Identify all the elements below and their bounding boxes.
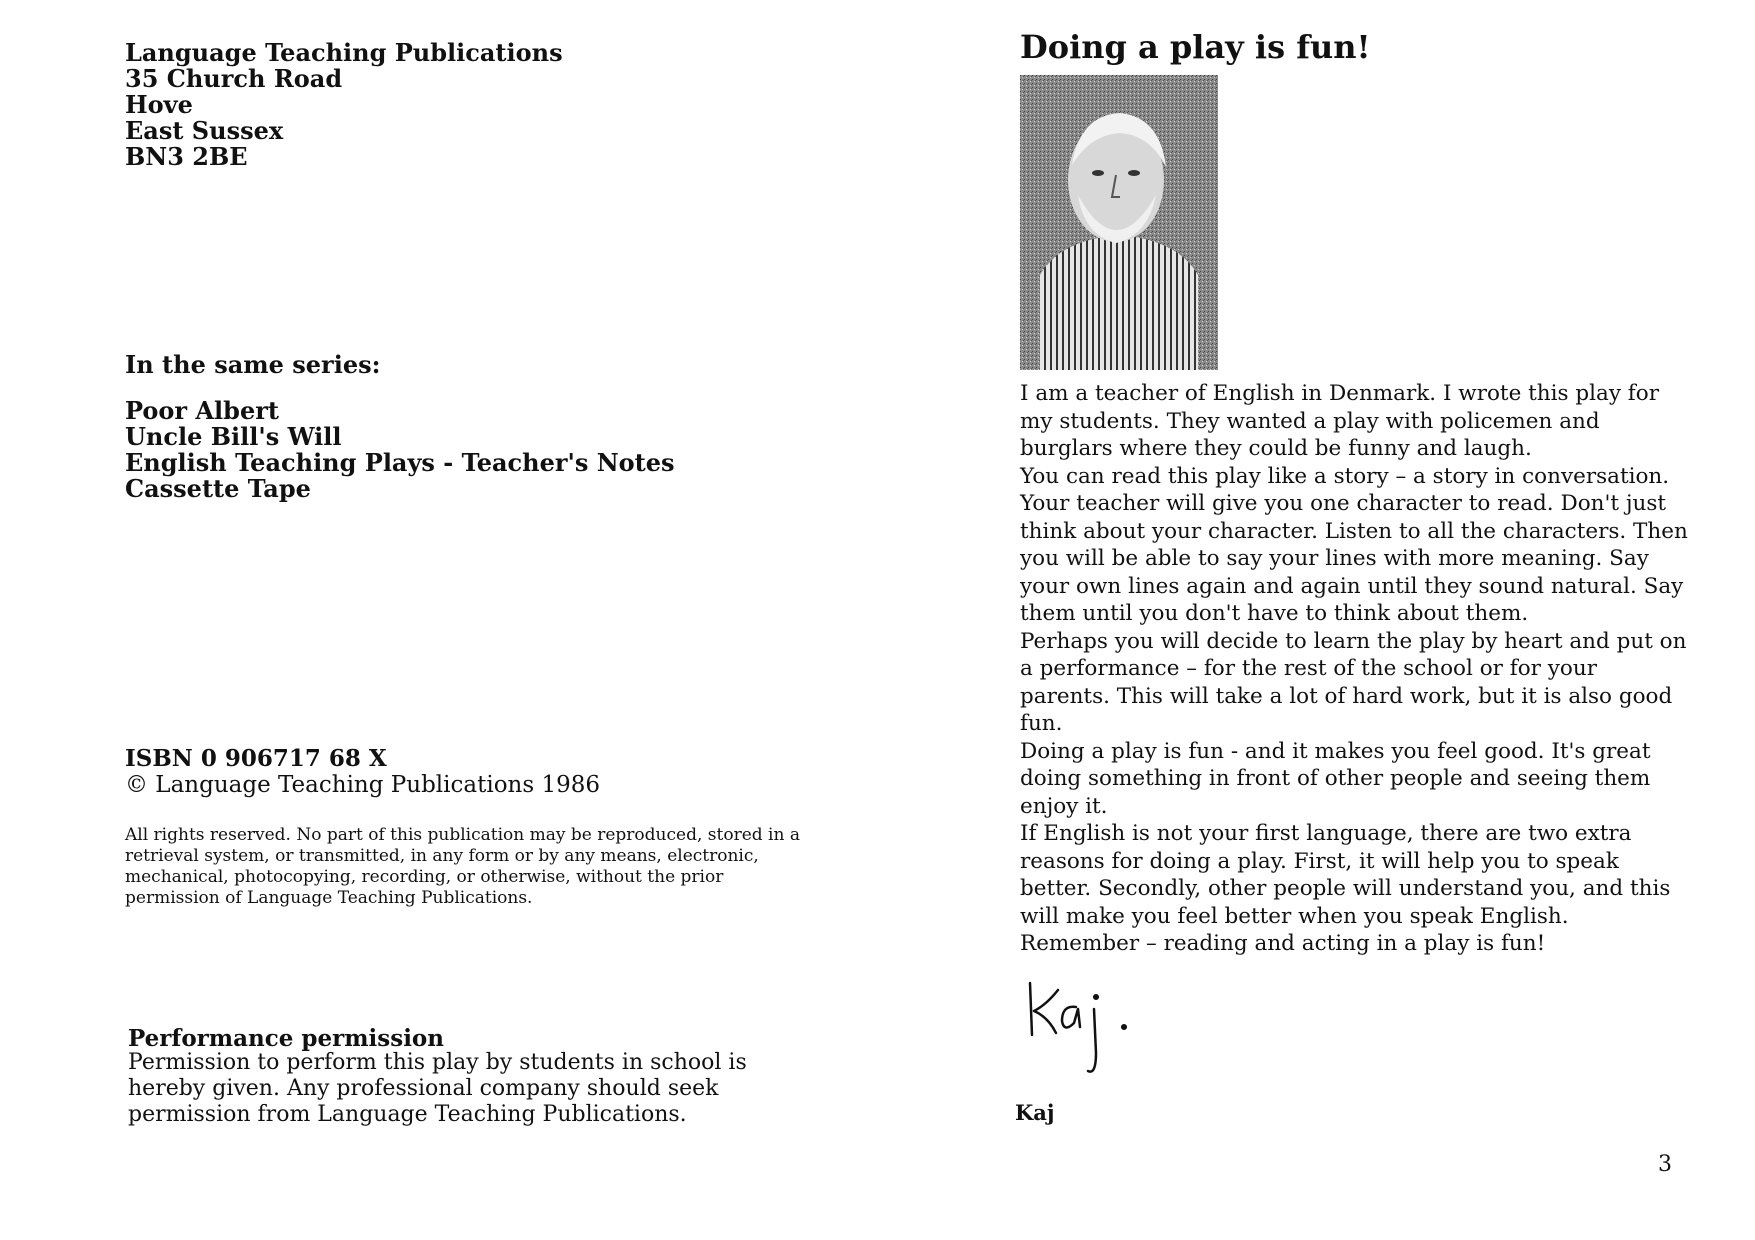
intro-paragraph: Remember – reading and acting in a play is fun! bbox=[1020, 931, 1546, 956]
intro-text bbox=[1020, 380, 1690, 958]
address-line: 35 Church Road bbox=[125, 64, 343, 93]
right-page bbox=[870, 0, 1755, 1240]
page-number: 3 bbox=[1658, 1152, 1672, 1177]
performance-text: Permission to perform this play by students in school is hereby given. Any professional company should seek permission from Language Teaching Publications. bbox=[128, 1050, 747, 1127]
intro-paragraph: You can read this play like a story – a story in conversation. Your teacher will give you one character to read. Don't just think about your character. Listen to all the characters. Then you will be able to say your lines with more meaning. Say your own lines again and again until they sound natural. Say them until you don't have to think about them. bbox=[1020, 463, 1688, 626]
address-line: Language Teaching Publications bbox=[125, 38, 563, 67]
performance-heading: Performance permission bbox=[128, 1025, 444, 1052]
address-line: Hove bbox=[125, 90, 193, 119]
isbn: ISBN 0 906717 68 X bbox=[125, 745, 387, 772]
intro-paragraph: If English is not your first language, there are two extra reasons for doing a play. First, it will help you to speak better. Secondly, other people will understand you, and this will make you feel better when you speak English. bbox=[1020, 821, 1671, 929]
author-photo bbox=[1020, 75, 1218, 370]
series-title: Poor Albert bbox=[125, 396, 279, 425]
series-title: Uncle Bill's Will bbox=[125, 422, 342, 451]
series-heading: In the same series: bbox=[125, 350, 381, 379]
intro-paragraph: I am a teacher of English in Denmark. I wrote this play for my students. They wanted a play with policemen and burglars where they could be funny and laugh. bbox=[1020, 381, 1659, 461]
publisher-address bbox=[125, 40, 563, 170]
series-title: English Teaching Plays - Teacher's Notes bbox=[125, 448, 675, 477]
address-line: East Sussex bbox=[125, 116, 284, 145]
copyright-line: © Language Teaching Publications 1986 bbox=[125, 772, 601, 798]
intro-paragraph: Perhaps you will decide to learn the play by heart and put on a performance – for the rest of the school or for your parents. This will take a lot of hard work, but it is also good fun. bbox=[1020, 628, 1687, 736]
rights-notice: All rights reserved. No part of this publication may be reproduced, stored in a retrieval system, or transmitted, in any form or by any means, electronic, mechanical, photocopying, recording, or otherwise, without the prior permission of Language Teaching Publications. bbox=[125, 825, 800, 908]
address-line: BN3 2BE bbox=[125, 142, 248, 171]
series-list bbox=[125, 398, 675, 502]
left-page bbox=[0, 0, 870, 1240]
page-title: Doing a play is fun! bbox=[1020, 28, 1371, 66]
handwritten-signature bbox=[1018, 975, 1158, 1085]
intro-paragraph: Doing a play is fun - and it makes you feel good. It's great doing something in front of other people and seeing them enjoy it. bbox=[1020, 738, 1651, 819]
signature-name: Kaj bbox=[1015, 1100, 1055, 1125]
series-title: Cassette Tape bbox=[125, 474, 311, 503]
